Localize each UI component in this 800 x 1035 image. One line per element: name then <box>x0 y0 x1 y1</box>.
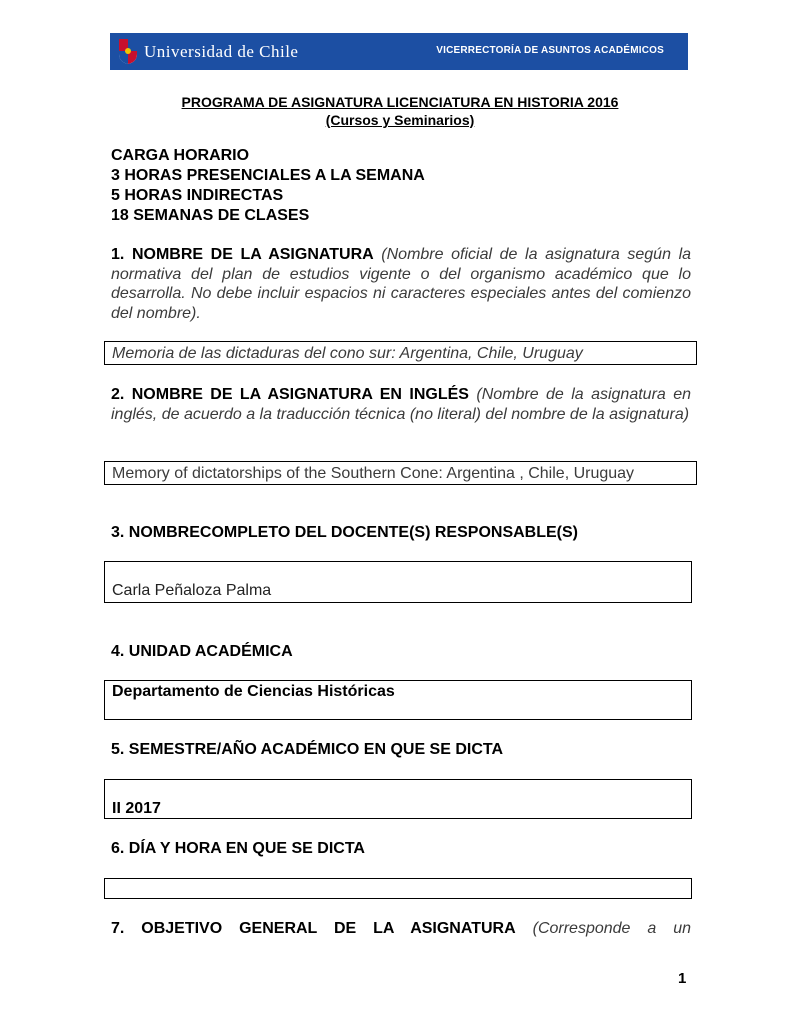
section-2-value: Memory of dictatorships of the Southern Cone: Argentina , Chile, Uruguay <box>112 465 635 482</box>
section-4-heading: 4. UNIDAD ACADÉMICA <box>111 643 293 660</box>
section-3-heading-block <box>111 523 691 543</box>
carga-horario-block <box>111 146 425 226</box>
section-2-heading: 2. NOMBRE DE LA ASIGNATURA EN INGLÉS <box>111 386 469 403</box>
section-2-heading-block <box>111 385 691 424</box>
section-3-heading: 3. NOMBRECOMPLETO DEL DOCENTE(S) RESPONSABLE(S) <box>111 524 578 541</box>
section-5-value: II 2017 <box>112 800 161 817</box>
document-subtitle: (Cursos y Seminarios) <box>325 112 475 128</box>
carga-line: 18 SEMANAS DE CLASES <box>111 207 310 224</box>
carga-line: CARGA HORARIO <box>111 147 250 164</box>
section-1-note: (Nombre oficial de la asignatura según la normativa del plan de estudios vigente o del organismo académico que lo desarrolla. No debe incluir espacios ni caracteres especiales antes del comienzo del nombre). <box>111 246 692 322</box>
section-1-value: Memoria de las dictaduras del cono sur: Argentina, Chile, Uruguay <box>112 345 583 362</box>
university-crest-icon <box>118 38 138 65</box>
university-name: Universidad de Chile <box>144 42 299 61</box>
section-3-value-box <box>104 561 692 603</box>
carga-line: 3 HORAS PRESENCIALES A LA SEMANA <box>111 167 425 184</box>
section-4-value-box <box>104 680 692 720</box>
university-header <box>110 33 688 70</box>
section-1-value-box <box>104 341 697 365</box>
section-7-heading: 7. OBJETIVO GENERAL DE LA ASIGNATURA <box>111 920 516 937</box>
section-1-heading: 1. NOMBRE DE LA ASIGNATURA <box>111 246 374 263</box>
section-7-note: (Corresponde a un <box>532 920 691 937</box>
page-number: 1 <box>678 970 687 987</box>
section-6-value-box <box>104 878 692 899</box>
section-2-value-box <box>104 461 697 485</box>
section-4-heading-block <box>111 642 691 662</box>
section-3-value: Carla Peñaloza Palma <box>112 582 272 599</box>
section-5-heading-block <box>111 740 691 760</box>
section-7-heading-block <box>111 919 691 939</box>
section-5-value-box <box>104 779 692 819</box>
section-6-heading: 6. DÍA Y HORA EN QUE SE DICTA <box>111 840 365 857</box>
section-2-note: (Nombre de la asignatura en inglés, de acuerdo a la traducción técnica (no literal) del nombre de la asignatura) <box>111 386 692 423</box>
vicerrectoria-name: VICERRECTORÍA DE ASUNTOS ACADÉMICOS <box>436 45 664 56</box>
document-title: PROGRAMA DE ASIGNATURA LICENCIATURA EN HISTORIA 2016 <box>181 94 619 110</box>
carga-line: 5 HORAS INDIRECTAS <box>111 187 284 204</box>
section-6-heading-block <box>111 839 691 859</box>
section-4-value: Departamento de Ciencias Históricas <box>112 683 395 700</box>
section-1-heading-block <box>111 245 691 323</box>
section-5-heading: 5. SEMESTRE/AÑO ACADÉMICO EN QUE SE DICTA <box>111 741 504 758</box>
